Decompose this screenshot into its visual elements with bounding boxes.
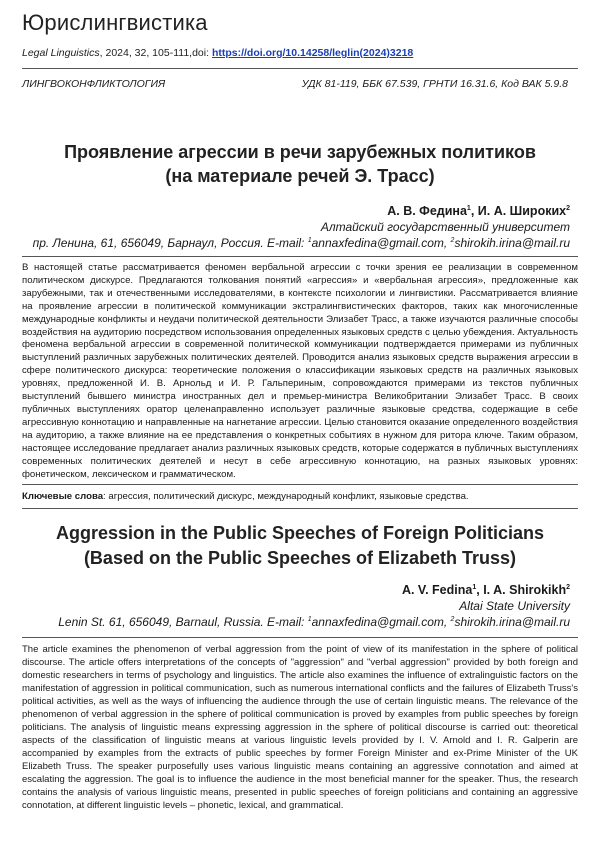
author-names-en: [30, 582, 570, 598]
authors-ru: [30, 203, 570, 251]
email1-en[interactable]: annaxfedina@gmail.com,: [312, 615, 451, 629]
citation-journal: Legal Linguistics: [22, 47, 100, 59]
email1-en-sup: 1: [308, 616, 312, 623]
keywords-text: : агрессия, политический дискурс, международный конфликт, языковые средства.: [103, 491, 469, 502]
email2-ru[interactable]: shirokih.irina@mail.ru: [454, 236, 570, 250]
author1-en: A. V. Fedina: [402, 583, 472, 597]
authors-en: [30, 582, 570, 630]
affiliation-en: Altai State University: [30, 598, 570, 614]
abstract-ru-bottom-divider: [22, 484, 578, 485]
author1-ru-sup: 1: [467, 205, 471, 212]
address-en: [30, 614, 570, 630]
title-ru-line2: (на материале речей Э. Трасс): [30, 164, 570, 188]
title-en: [30, 521, 570, 571]
address-ru-text: пр. Ленина, 61, 656049, Барнаул, Россия. E-mail:: [33, 236, 308, 250]
address-ru: [30, 235, 570, 251]
abstract-ru-top-divider: [22, 256, 578, 257]
author-separator: ,: [471, 204, 478, 218]
journal-name: Юрислингвистика: [22, 10, 208, 36]
keywords-label: Ключевые слова: [22, 491, 103, 502]
author1-en-sup: 1: [472, 584, 476, 591]
email2-en[interactable]: shirokih.irina@mail.ru: [454, 615, 570, 629]
title-ru: [30, 140, 570, 188]
email2-en-sup: 2: [451, 616, 455, 623]
citation-line: [22, 47, 413, 59]
author2-en-sup: 2: [566, 584, 570, 591]
doi-link[interactable]: https://doi.org/10.14258/leglin(2024)3218: [212, 47, 413, 59]
email1-ru[interactable]: annaxfedina@gmail.com,: [312, 236, 451, 250]
author2-ru: И. А. Широких: [478, 204, 566, 218]
affiliation-ru: Алтайский государственный университет: [30, 219, 570, 235]
email2-ru-sup: 2: [451, 237, 455, 244]
abstract-en-top-divider: [22, 637, 578, 638]
author-separator-en: ,: [476, 583, 483, 597]
meta-row: [22, 78, 578, 90]
author2-ru-sup: 2: [566, 205, 570, 212]
keywords-divider: [22, 508, 578, 509]
section-name: ЛИНГВОКОНФЛИКТОЛОГИЯ: [22, 78, 165, 90]
abstract-ru: В настоящей статье рассматривается феномен вербальной агрессии с точки зрения ее реализации в современном политическом дискурсе. Предлагаются толкования понятий «агрессия» и «вербальная агрессия», предложенные как зарубежными, так и отечественными исследователями, в контексте психологии и лингвистики. Рассматривается влияние на проявление агрессии в политической коммуникации экстралингвистических факторов, таких как многочисленные международные конфликты и неудачи политической деятельности Элизабет Трасс, а также изучаются различные способы воздействия на аудиторию посредством использования определенных языковых средств с целью убеждения. Актуальность феномена вербальной агрессии в современной политической коммуникации подтверждается примерами из публичных выступлений различных зарубежных политических деятелей. Проводится анализ языковых средств выражения агрессии в сфере политического дискурса: теоретические положения о классификации языковых средств на различных языковых уровнях, предложенной И. В. Арнольд и И. Р. Гальпериным, сопровождаются примерами из текстов публичных выступлений бывшего министра иностранных дел и премьер-министра Великобритании Элизабет Трасс. В своих публичных выступлениях оратор целенаправленно использует различные языковые средства, содержащие в себе агрессивную коннотацию и направленные на нагнетание агрессии. Целью становится оказание определенного воздействия на аудиторию, а также влияние на ее представления о конкретных событиях в нужном для ритора ключе. Таким образом, настоящее исследование предлагает анализ различных языковых средств, которые содержатся в публичных выступлениях современных политических деятелей и несут в себе агрессивную коннотацию, на разных языковых уровнях: фонетическом, лексическом и грамматическом.: [22, 262, 578, 481]
keywords-ru: [22, 491, 578, 502]
title-en-line1: Aggression in the Public Speeches of Foreign Politicians: [30, 521, 570, 546]
author2-en: I. A. Shirokikh: [483, 583, 566, 597]
title-en-line2: (Based on the Public Speeches of Elizabeth Truss): [30, 546, 570, 571]
abstract-en: The article examines the phenomenon of verbal aggression from the point of view of its manifestation in the sphere of political discourse. The article offers interpretations of the concepts of "aggression" and "verbal aggression" provided by both foreign and domestic researchers in terms of psychology and linguistics. The article also examines the influence of extralinguistic factors on the manifestation of aggression in political communication, such as numerous international conflicts and the failures of Elizabeth Truss's political activities, as well as the ways of influencing the audience through the use of certain linguistic means. The relevance of the phenomenon of verbal aggression in the sphere of political communication is proved by examples from public speeches by foreign politicians. The analysis of linguistic means expressing aggression in the sphere of political discourse is carried out: theoretical aspects of the classification of linguistic means at various linguistic levels provided by I. V. Arnold and I. R. Galperin are accompanied by examples from the extracts of public speeches by former Foreign Minister and ex-Prime Minister of the UK Elizabeth Truss. The speaker purposefully uses various linguistic means containing an aggressive connotation and aimed at escalating the aggression. The goal is to influence the audience in the most beneficial manner for the speaker. Thus, the research contains the analysis of various linguistic means, presented in public speeches of foreign politicians and containing an aggressive connotation, at different linguistic levels – phonetic, lexical, and grammatical.: [22, 643, 578, 812]
title-ru-line1: Проявление агрессии в речи зарубежных политиков: [30, 140, 570, 164]
author1-ru: А. В. Федина: [387, 204, 467, 218]
email1-ru-sup: 1: [308, 237, 312, 244]
author-names-ru: [30, 203, 570, 219]
address-en-text: Lenin St. 61, 656049, Barnaul, Russia. E-mail:: [58, 615, 307, 629]
classification-codes: УДК 81-119, ББК 67.539, ГРНТИ 16.31.6, Код ВАК 5.9.8: [302, 78, 568, 90]
header-divider: [22, 68, 578, 69]
citation-details: , 2024, 32, 105-111,doi:: [100, 47, 209, 59]
